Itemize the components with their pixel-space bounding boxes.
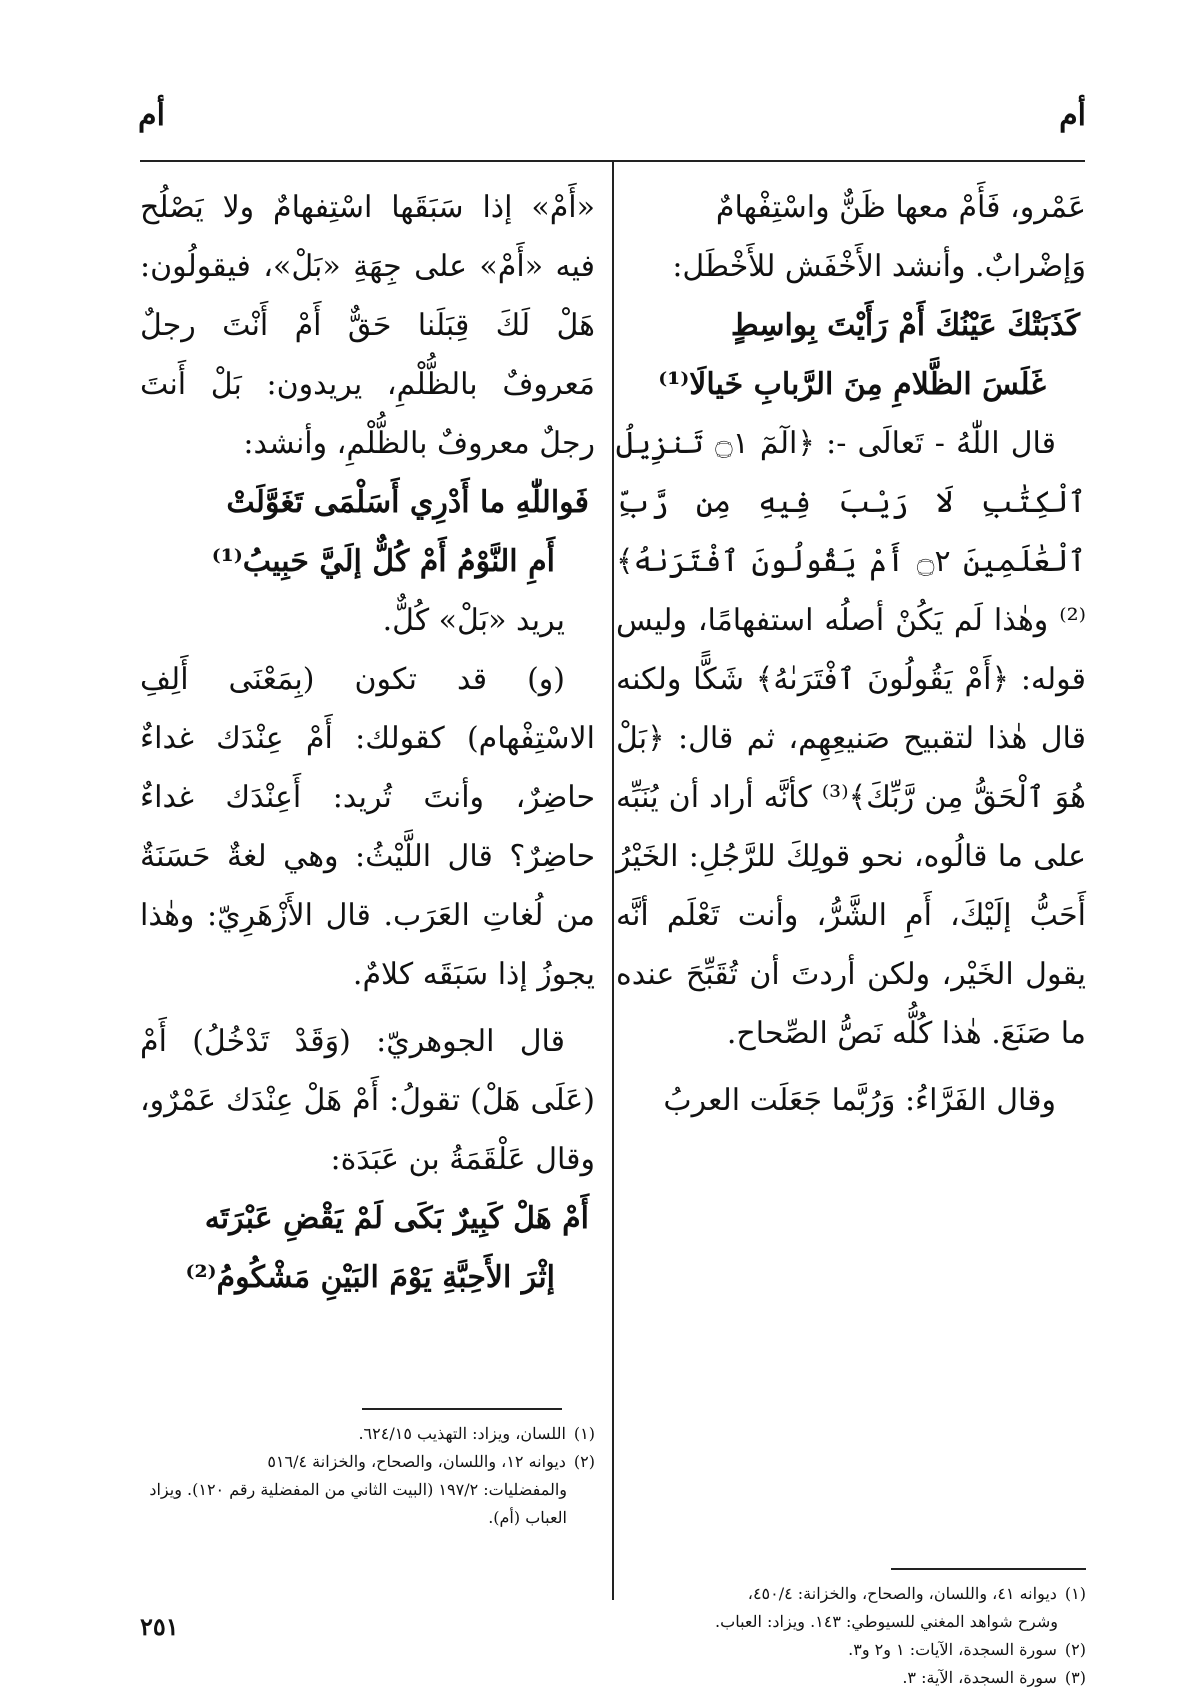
right-line-1: عَمْرو، فَأَمْ معها ظَنٌّ واسْتِفْهامٌ bbox=[715, 190, 1086, 225]
left-footnote-rule bbox=[362, 1408, 562, 1410]
footnote-item: (٢)سورة السجدة، الآيات: ١ و٢ و٣. bbox=[848, 1640, 1086, 1659]
footnote-item: (٣)سورة السجدة، الآية: ٣. bbox=[902, 1668, 1086, 1687]
footnote-item: (١)اللسان، ويزاد: التهذيب ٦٢٤/١٥. bbox=[358, 1424, 595, 1443]
left-column bbox=[140, 178, 595, 1307]
right-body-paragraph: قال اللّٰهُ - تَعالَى -: ﴿الٓمٓ ۝١ تَنزِيلُ ٱلْكِتَٰبِ لَا رَيْبَ فِيهِ مِن رَّبِّ ٱلْعَٰلَمِينَ ۝٢ أَمْ يَقُولُونَ ٱفْتَرَىٰهُ﴾⁽²⁾ وهٰذا لَم يَكُنْ أصلُه استفهامًا، وليس قوله: ﴿أَمْ يَقُولُونَ ٱفْتَرَىٰهُ﴾ شَكًّا ولكنه قال هٰذا لتقبيح صَنيعِهِم، ثم قال: ﴿بَلْ هُوَ ٱلْحَقُّ مِن رَّبِّكَ﴾⁽³⁾ كأنَّه أراد أن يُنَبِّه على ما قالُوه، نحو قولِكَ للرَّجُلِ: الخَيْرُ أَحَبُّ إلَيْكَ، أَمِ الشَّرُّ، وأنت تَعْلَم أنَّه يقول الخَيْر، ولكن أردتَ أن تُقَبِّحَ عنده ما صَنَعَ. هٰذا كُلُّه نَصُّ الصِّحاح. bbox=[616, 426, 1087, 1051]
left-verse1-line-1: فَواللّٰهِ ما أَدْرِي أَسَلْمَى تَغَوَّلَتْ bbox=[226, 485, 589, 520]
right-verse-line-2: غَلَسَ الظَّلامِ مِنَ الرَّبابِ خَيالَا⁽¹⁾ bbox=[658, 367, 1046, 402]
running-header-left: أم bbox=[138, 98, 165, 133]
right-footnotes bbox=[616, 1580, 1086, 1692]
right-verse-line-1: كَذَبَتْكَ عَيْنُكَ أَمْ رَأَيْتَ بِواسِطٍ bbox=[730, 308, 1080, 343]
running-header-right: أم bbox=[1059, 98, 1086, 133]
footnote-item: والمفضليات: ١٩٧/٢ (البيت الثاني من المفضلية رقم ١٢٠). ويزاد العباب (أم). bbox=[149, 1480, 567, 1527]
left-after-verse: يريد «بَلْ» كُلٌّ. bbox=[382, 603, 565, 638]
right-last-line: وقال الفَرَّاءُ: وَرُبَّما جَعَلَت العربُ bbox=[663, 1083, 1056, 1118]
right-line-2: وَإضْرابٌ. وأنشد الأَخْفَش للأَخْطَل: bbox=[672, 249, 1086, 284]
left-paragraph-3: قال الجوهريّ: (وَقَدْ تَدْخُلُ) أَمْ (عَلَى هَلْ) تقولُ: أَمْ هَلْ عِنْدَك عَمْرٌو، وقال عَلْقَمَةُ بن عَبَدَة: bbox=[140, 1024, 595, 1177]
right-column bbox=[616, 178, 1086, 1130]
page-number: ٢٥١ bbox=[140, 1612, 179, 1641]
right-footnote-rule bbox=[891, 1568, 1086, 1570]
footnote-item: (٢)ديوانه ١٢، واللسان، والصحاح، والخزانة ٥١٦/٤ bbox=[267, 1452, 595, 1471]
column-divider bbox=[612, 160, 614, 1600]
left-verse2-line-1: أَمْ هَلْ كَبِيرٌ بَكَى لَمْ يَقْضِ عَبْرَتَه bbox=[204, 1201, 589, 1236]
left-paragraph-2: (و) قد تكون (بِمَعْنَى أَلِفِ الاسْتِفْهام) كقولك: أَمْ عِنْدَك غداءٌ حاضِرٌ، وأنتَ تُريد: أَعِنْدَك غداءٌ حاضِرٌ؟ قال اللَّيْثُ: وهي لغةٌ حَسَنَةٌ من لُغاتِ العَرَب. قال الأَزْهَرِيّ: وهٰذا يجوزُ إذا سَبَقَه كلامٌ. bbox=[140, 662, 595, 992]
left-intro-paragraph: «أَمْ» إذا سَبَقَها اسْتِفهامٌ ولا يَصْلُح فيه «أَمْ» على جِهَةِ «بَلْ»، فيقولُون: هَلْ لَكَ قِبَلَنا حَقٌّ أَمْ أَنْتَ رجلٌ مَعروفٌ بالظُّلْمِ، يريدون: بَلْ أَنتَ رجلٌ معروفٌ بالظُّلْمِ، وأنشد: bbox=[140, 190, 595, 461]
left-verse1-line-2: أَمِ النَّوْمُ أَمْ كُلٌّ إلَيَّ حَبِيبُ⁽¹⁾ bbox=[211, 544, 555, 579]
footnote-item: (١)ديوانه ٤١، واللسان، والصحاح، والخزانة: ٤٥٠/٤، bbox=[747, 1584, 1086, 1603]
footnote-item: وشرح شواهد المغني للسيوطي: ١٤٣. ويزاد: العباب. bbox=[715, 1612, 1058, 1631]
left-footnotes bbox=[140, 1420, 595, 1532]
left-verse2-line-2: إثْرَ الأَحِبَّةِ يَوْمَ البَيْنِ مَشْكُومُ⁽²⁾ bbox=[185, 1260, 555, 1295]
